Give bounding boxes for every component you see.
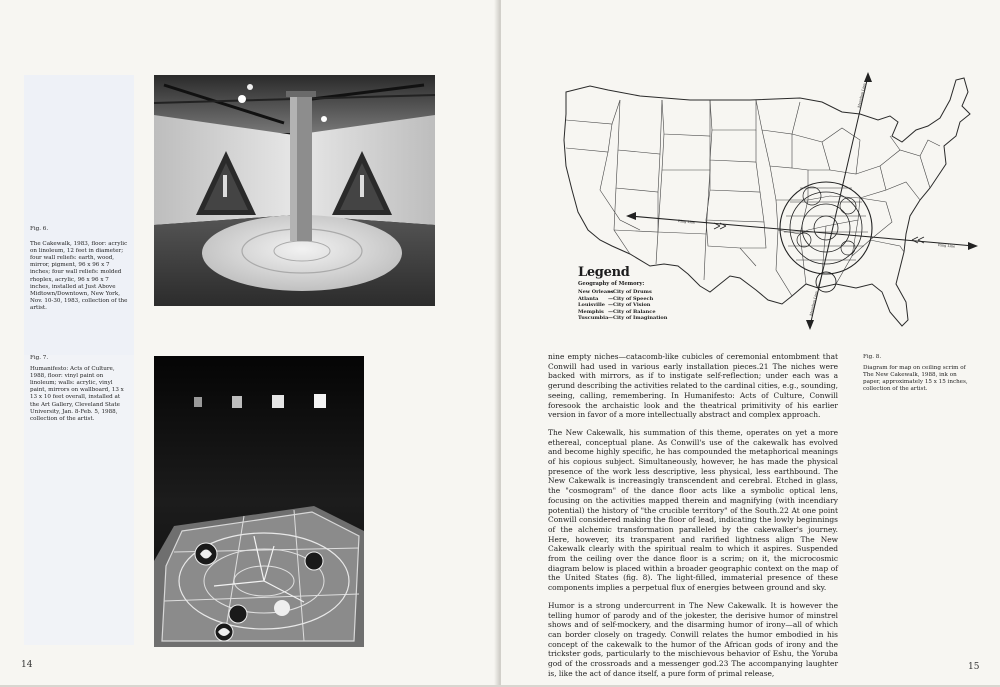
ring-line-label-west: Ring Line <box>677 219 696 225</box>
figure-6-text: The Cakewalk, 1983, floor: acrylic on linoleum, 12 feet in diameter; four wall reliefs: earth, wood, mirror, pigment, 96 x 96 x 7 inches; four wall reliefs: molded rhoplex, acrylic, 96 x 96 x 7 inches, installed at Just Above Midtown/Downtown, New York, Nov. 10-30, 1983, collection of the artist. <box>30 241 128 311</box>
figure-8-caption <box>863 354 973 393</box>
left-page <box>0 0 499 685</box>
legend-entry: Memphis —City of Balance <box>578 308 656 315</box>
legend-entry: New Orleans—City of Drums <box>578 289 652 295</box>
legend-entry: Louisville —City of Vision <box>578 302 651 309</box>
meridian-line-label-south: Meridian Line <box>809 290 819 317</box>
paragraph: nine empty niches—catacomb-like cubicles of ceremonial entombment that Conwill had used in various early installation pieces.21 The niches were backed with mirrors, as if to instigate self-reflection; under each was a gerund describing the activities related to the cardinal cities, e.g., sounding, seeing, calling, remembering. In Humanifesto: Acts of Culture, Conwill foresook the archaistic look and the theatrical primitivity of his earlier version in favor of a more intellectually abstract and complex approach. <box>548 352 838 420</box>
legend-entry: Tuscumbia—City of Imagination <box>578 315 668 322</box>
paragraph: The New Cakewalk, his summation of this theme, operates on yet a more ethereal, conceptual plane. As Conwill's use of the cakewalk has evolved and become highly specific, he has compounded the metaphorical meanings of his copious subject. Simultaneously, however, he has made the physical presence of the work less descriptive, less physical, less earthbound. The New Cakewalk is increasingly transcendent and cerebral. Etched in glass, the "cosmogram" of the dance floor acts like a symbolic optical lens, focusing on the activities mapped therein and magnifying (with incendiary potential) the history of "the crucible territory" of the South.22 At one point Conwill considered making the floor of lead, indicating the lowly beginnings of the alchemic transformation paralleled by the cakewalker's journey. Here, however, its transparent and rarified lightness align The New Cakewalk clearly with the spiritual realm to which it aspires. Suspended from the ceiling over the dance floor is a scrim; on it, the microcosmic diagram below is placed within a broader geographic context on the map of the United States (fig. 8). The light-filled, immaterial presence of these components implies a perpetual flux of energies between ground and sky. <box>548 427 838 593</box>
figure-6-photo <box>154 75 435 306</box>
figure-7-caption <box>30 355 130 423</box>
map-legend <box>578 266 718 322</box>
paragraph: Humor is a strong undercurrent in The New Cakewalk. It is however the telling humor of parody and of the jokester, the derisive humor of minstrel shows and of self-mockery, and the disarming humor of irony—all of which can border closely on tragedy. Conwill relates the humor embodied in his concept of the cakewalk to the humor of the African gods of irony and the trickster gods, particularly to the mischievous behavior of Eshu, the Yoruba god of the crossroads and a messenger god.23 The accompanying laughter is, like the act of dance itself, a pure form of primal release, <box>548 600 838 678</box>
figure-8-label: Fig. 8. <box>863 354 882 360</box>
figure-8-text: Diagram for map on ceiling scrim of The New Cakewalk, 1988, ink on paper, approximately 15 x 15 inches, collection of the artist. <box>863 365 968 393</box>
figure-7-text: Humanifesto: Acts of Culture, 1988, floor: vinyl paint on linoleum; walls: acrylic, vinyl paint, mirrors on wallboard, 13 x 13 x 10 feet overall, installed at the Art Gallery, Cleveland State University, Jan. 8-Feb. 5, 1988, collection of the artist. <box>30 366 124 422</box>
figure-7-photo <box>154 356 364 647</box>
page-number: 15 <box>968 662 980 672</box>
page-number: 14 <box>21 660 33 670</box>
figure-7-label: Fig. 7. <box>30 355 49 361</box>
caption-column-tint <box>24 75 134 355</box>
meridian-line-label-north: Meridian Line <box>857 82 867 109</box>
legend-subtitle: Geography of Memory: <box>578 281 645 287</box>
figure-6-caption <box>30 226 130 312</box>
ring-line-label-east: Ring Line <box>937 243 956 249</box>
figure-6-label: Fig. 6. <box>30 226 49 232</box>
body-text <box>548 352 838 687</box>
humanifesto-installation-image <box>154 356 364 647</box>
cakewalk-installation-image <box>154 75 435 306</box>
legend-entry: Atlanta —City of Speech <box>578 295 654 302</box>
legend-title: Legend <box>578 265 630 280</box>
